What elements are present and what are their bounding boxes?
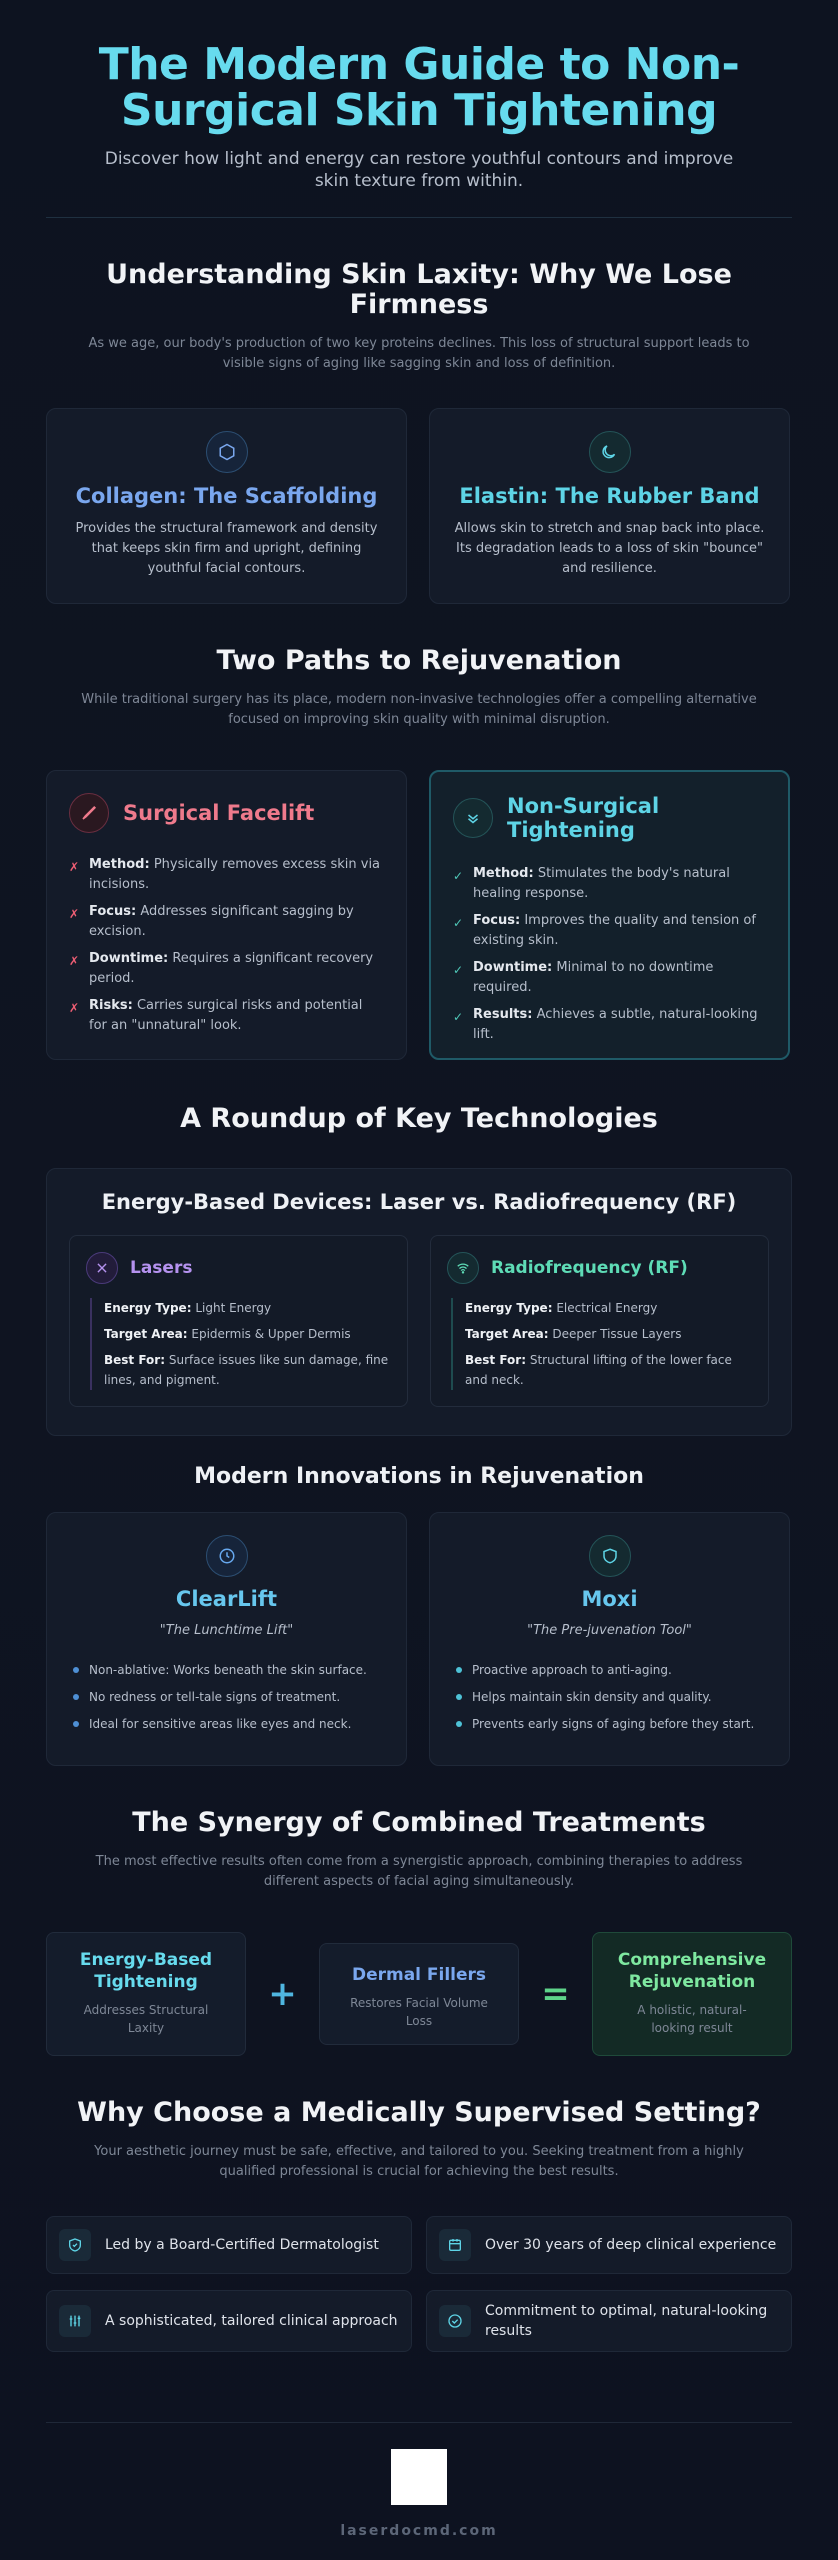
synergy-title: The Synergy of Combined Treatments [132,1807,706,1838]
shield-icon [589,1535,631,1577]
list-item: Energy Type: Light Energy [104,1301,272,1315]
divider [46,2422,792,2423]
elastin-card [429,408,790,604]
paths-title: Two Paths to Rejuvenation [216,645,622,676]
check-icon: ✓ [453,916,464,930]
page-title: The Modern Guide to Non-Surgical Skin Tightening [98,39,740,136]
rf-title: Radiofrequency (RF) [491,1258,688,1278]
shield-check-icon [59,2229,91,2261]
list-item: ✓ Downtime: Minimal to no downtime required. [453,958,766,998]
x-icon: ✗ [69,860,80,874]
innovations-section [46,1436,792,1766]
why-item-approach: A sophisticated, tailored clinical approach [46,2290,412,2352]
check-circle-icon [439,2305,471,2337]
elastin-title: Elastin: The Rubber Band [459,484,760,508]
list-item: Non-ablative: Works beneath the skin surface. [73,1660,384,1680]
list-item: ✓ Results: Achieves a subtle, natural-looking lift. [453,1005,766,1045]
collagen-text: Provides the structural framework and density that keeps skin firm and upright, defining youthful facial contours. [75,521,378,576]
x-icon: ✗ [69,1001,80,1015]
why-item-experience: Over 30 years of deep clinical experience [426,2216,792,2274]
laxity-title: Understanding Skin Laxity: Why We Lose Firmness [106,259,732,320]
moxi-title: Moxi [581,1587,638,1611]
list-item: ✓ Focus: Improves the quality and tension of existing skin. [453,911,766,951]
site-url[interactable]: laserdocmd.com [340,2523,498,2539]
check-icon: ✓ [453,963,464,977]
nonsurgical-title: Non-Surgical Tightening [507,794,660,842]
surgical-card [46,770,407,1060]
laxity-section [46,218,792,604]
why-title: Why Choose a Medically Supervised Setting? [77,2097,761,2128]
page-subtitle: Discover how light and energy can restore youthful contours and improve skin texture from within. [104,149,734,191]
dermal-fillers-box: Dermal Fillers Restores Facial Volume Loss [319,1943,519,2045]
paths-section [46,604,792,1060]
list-item: Best For: Surface issues like sun damage, fine lines, and pigment. [104,1353,389,1387]
why-item-results: Commitment to optimal, natural-looking results [426,2290,792,2352]
list-item: ✗ Risks: Carries surgical risks and potential for an "unnatural" look. [69,996,384,1036]
clearlift-card [46,1512,407,1766]
check-icon: ✓ [453,1010,464,1024]
why-item-dermatologist: Led by a Board-Certified Dermatologist [46,2216,412,2274]
check-icon: ✓ [453,869,464,883]
collagen-title: Collagen: The Scaffolding [75,484,378,508]
tech-section [46,1060,792,1436]
list-item: Prevents early signs of aging before they start. [456,1714,767,1734]
synergy-subtitle: The most effective results often come from a synergistic approach, combining therapies to address different aspects of facial aging simultaneously. [95,1854,743,1889]
moxi-tagline: "The Pre-juvenation Tool" [527,1623,692,1638]
clock-icon [206,1535,248,1577]
comprehensive-rejuvenation-box: Comprehensive Rejuvenation A holistic, natural-looking result [592,1932,792,2056]
list-item: Target Area: Epidermis & Upper Dermis [104,1327,351,1341]
footer [46,2422,792,2539]
list-item: Target Area: Deeper Tissue Layers [465,1327,682,1341]
surgical-title: Surgical Facelift [123,801,315,825]
list-item: ✗ Downtime: Requires a significant recovery period. [69,949,384,989]
x-icon: ✗ [69,907,80,921]
moxi-card [429,1512,790,1766]
energy-tightening-box: Energy-Based Tightening Addresses Structural Laxity [46,1932,246,2056]
list-item: ✗ Method: Physically removes excess skin via incisions. [69,855,384,895]
tech-title: A Roundup of Key Technologies [180,1103,658,1134]
hero [46,0,792,218]
chevrons-down-icon [453,798,493,838]
plus-sign: + [268,1974,297,2014]
x-icon: ✗ [69,954,80,968]
list-item: Ideal for sensitive areas like eyes and neck. [73,1714,384,1734]
list-item: ✗ Focus: Addresses significant sagging by excision. [69,902,384,942]
list-item: Energy Type: Electrical Energy [465,1301,658,1315]
calendar-icon [439,2229,471,2261]
why-section [46,2056,792,2352]
lasers-title: Lasers [130,1258,193,1278]
wifi-icon [447,1252,479,1284]
clearlift-title: ClearLift [175,1587,278,1611]
x-cross-icon [86,1252,118,1284]
list-item: ✓ Method: Stimulates the body's natural healing response. [453,864,766,904]
rf-card [430,1235,769,1407]
energy-devices-box [46,1168,792,1436]
innovations-title: Modern Innovations in Rejuvenation [194,1464,644,1489]
collagen-card [46,408,407,604]
moon-icon [589,431,631,473]
paths-subtitle: While traditional surgery has its place, modern non-invasive technologies offer a compelling alternative focused on improving skin quality with minimal disruption. [81,692,757,727]
scalpel-icon [69,793,109,833]
hexagon-icon [206,431,248,473]
logo[interactable] [391,2449,447,2505]
laxity-subtitle: As we age, our body's production of two key proteins declines. This loss of structural support leads to visible signs of aging like sagging skin and loss of definition. [88,336,750,371]
synergy-section [46,1766,792,2056]
nonsurgical-card [429,770,790,1060]
list-item: Proactive approach to anti-aging. [456,1660,767,1680]
clearlift-tagline: "The Lunchtime Lift" [159,1623,294,1638]
equals-sign: = [541,1974,570,2014]
lasers-card [69,1235,408,1407]
energy-devices-title: Energy-Based Devices: Laser vs. Radiofrequency (RF) [101,1190,737,1214]
elastin-text: Allows skin to stretch and snap back into place. Its degradation leads to a loss of skin "bounce" and resilience. [454,521,765,576]
list-item: Helps maintain skin density and quality. [456,1687,767,1707]
sliders-icon [59,2305,91,2337]
list-item: No redness or tell-tale signs of treatment. [73,1687,384,1707]
list-item: Best For: Structural lifting of the lower face and neck. [465,1353,732,1387]
why-subtitle: Your aesthetic journey must be safe, effective, and tailored to you. Seeking treatment from a highly qualified professional is crucial for achieving the best results. [94,2144,744,2179]
